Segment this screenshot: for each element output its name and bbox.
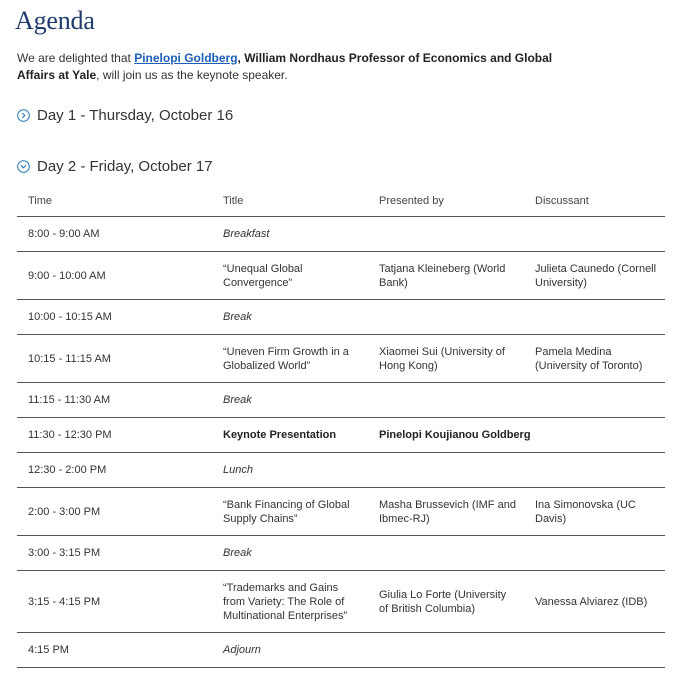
discussant-cell xyxy=(524,217,665,252)
table-row xyxy=(17,252,665,300)
presenter-cell: Tatjana Kleineberg (World Bank) xyxy=(368,252,524,300)
table-row xyxy=(17,383,665,418)
title-cell: Break xyxy=(212,536,368,571)
speaker-title: , William Nordhaus Professor of Economics and Global Affairs at Yale xyxy=(17,51,553,82)
presenter-cell: Xiaomei Sui (University of Hong Kong) xyxy=(368,335,524,383)
title-cell: “Bank Financing of Global Supply Chains” xyxy=(212,488,368,536)
table-row xyxy=(17,300,665,335)
time-cell: 10:00 - 10:15 AM xyxy=(17,300,212,335)
intro-lead: We are delighted that xyxy=(17,51,135,65)
day-1-toggle[interactable] xyxy=(17,107,233,124)
intro-tail: , will join us as the keynote speaker. xyxy=(96,68,288,82)
discussant-cell xyxy=(524,453,665,488)
discussant-cell xyxy=(524,633,665,668)
time-cell: 3:15 - 4:15 PM xyxy=(17,571,212,633)
table-row xyxy=(17,418,665,453)
discussant-cell: Julieta Caunedo (Cornell University) xyxy=(524,252,665,300)
discussant-cell xyxy=(524,300,665,335)
table-row xyxy=(17,488,665,536)
title-cell: “Trademarks and Gains from Variety: The Role of Multinational Enterprises” xyxy=(212,571,368,633)
title-cell: “Unequal Global Convergence” xyxy=(212,252,368,300)
title-cell: Lunch xyxy=(212,453,368,488)
day-2-label: Day 2 - Friday, October 17 xyxy=(37,158,213,175)
time-cell: 10:15 - 11:15 AM xyxy=(17,335,212,383)
presenter-cell xyxy=(368,217,524,252)
column-header-presented-by: Presented by xyxy=(368,186,524,217)
time-cell: 11:15 - 11:30 AM xyxy=(17,383,212,418)
discussant-cell xyxy=(524,536,665,571)
discussant-cell: Vanessa Alviarez (IDB) xyxy=(524,571,665,633)
column-header-title: Title xyxy=(212,186,368,217)
keynote-speaker-link[interactable]: Pinelopi Goldberg xyxy=(134,51,238,65)
time-cell: 8:00 - 9:00 AM xyxy=(17,217,212,252)
time-cell: 9:00 - 10:00 AM xyxy=(17,252,212,300)
chevron-down-icon xyxy=(17,160,30,173)
presenter-cell xyxy=(368,300,524,335)
table-row xyxy=(17,536,665,571)
presenter-cell: Giulia Lo Forte (University of British Columbia) xyxy=(368,571,524,633)
discussant-cell: Pamela Medina (University of Toronto) xyxy=(524,335,665,383)
chevron-right-icon xyxy=(17,109,30,122)
discussant-cell xyxy=(524,383,665,418)
presenter-cell xyxy=(368,383,524,418)
presenter-cell: Masha Brussevich (IMF and Ibmec-RJ) xyxy=(368,488,524,536)
table-row xyxy=(17,335,665,383)
title-cell: Break xyxy=(212,300,368,335)
page-title: Agenda xyxy=(15,6,95,35)
column-header-time: Time xyxy=(17,186,212,217)
agenda-table xyxy=(17,186,665,668)
title-cell: Break xyxy=(212,383,368,418)
day-1-label: Day 1 - Thursday, October 16 xyxy=(37,107,234,124)
title-cell: Adjourn xyxy=(212,633,368,668)
table-row xyxy=(17,453,665,488)
column-header-discussant: Discussant xyxy=(524,186,665,217)
presenter-cell xyxy=(368,536,524,571)
table-header-row xyxy=(17,186,665,217)
time-cell: 4:15 PM xyxy=(17,633,212,668)
time-cell: 12:30 - 2:00 PM xyxy=(17,453,212,488)
title-cell: Breakfast xyxy=(212,217,368,252)
table-row xyxy=(17,633,665,668)
title-cell: “Uneven Firm Growth in a Globalized World” xyxy=(212,335,368,383)
presenter-cell xyxy=(368,633,524,668)
table-row xyxy=(17,217,665,252)
presenter-cell: Pinelopi Koujianou Goldberg xyxy=(368,418,665,453)
intro-paragraph xyxy=(17,50,577,84)
presenter-cell xyxy=(368,453,524,488)
day-2-toggle[interactable] xyxy=(17,158,213,175)
time-cell: 2:00 - 3:00 PM xyxy=(17,488,212,536)
title-cell: Keynote Presentation xyxy=(212,418,368,453)
discussant-cell: Ina Simonovska (UC Davis) xyxy=(524,488,665,536)
table-row xyxy=(17,571,665,633)
time-cell: 3:00 - 3:15 PM xyxy=(17,536,212,571)
time-cell: 11:30 - 12:30 PM xyxy=(17,418,212,453)
